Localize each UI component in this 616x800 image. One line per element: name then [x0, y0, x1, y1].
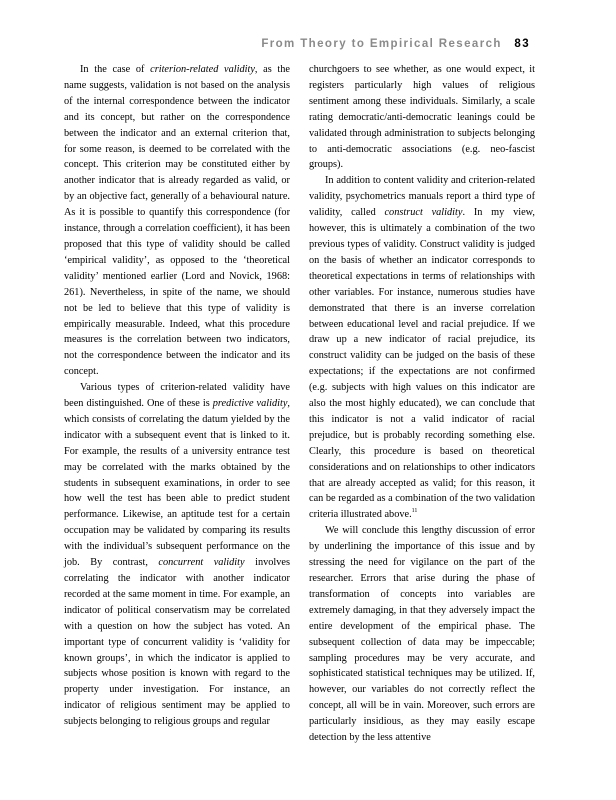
- paragraph-conclusion: We will conclude this lengthy discussion of error by underlining the importance of this issue and by stressing the need for vigilance on the part of the researcher. Errors that arise during the phase of transformation of concepts into variables are extremely damaging, in that they adversely impact the entire development of the empirical phase. The subsequent collection of data may be impeccable; sampling procedures may be very accurate, and sophisticated statistical techniques may be utilized. If, however, our variables do not correctly reflect the concept, all will be in vain. Moreover, such errors are particularly insidious, as they may easily escape detection by the less attentive: [309, 525, 535, 744]
- page-number: 83: [514, 38, 530, 50]
- text-run: involves correlating the indicator with another indicator recorded at the same moment in time. For example, an indicator of political conservatism may be correlated with a question on how the subject has voted. An important type of concurrent validity is ‘validity for known groups’, in which the indicator is applied to subjects whose position is known with regard to the property under investigation. For instance, an indicator of religious sentiment may be applied to subjects belonging to religious groups and regular: [64, 557, 291, 728]
- term-predictive-validity: predictive validity: [212, 398, 288, 410]
- text-run: , which consists of correlating the datum yielded by the indicator with a subsequent event that is linked to it. For example, the results of a university entrance test may be correlated with the marks obtained by the students in subsequent examinations, in order to see how well the test has been able to predict student performance. Likewise, an aptitude test for a certain occupation may be validated by comparing its results with the individual’s subsequent performance on the job. By contrast,: [64, 398, 290, 569]
- text-run: In addition to content validity and criterion-related validity, psychometrics manuals report a third type of validity, called: [309, 175, 535, 219]
- footnote-marker: 11: [411, 508, 418, 515]
- paragraph-validity-types: [64, 380, 290, 730]
- right-column: [309, 62, 535, 746]
- term-concurrent-validity: concurrent validity: [158, 557, 245, 569]
- text-run: Various types of criterion-related validity have been distinguished. One of these is: [64, 382, 290, 410]
- paragraph-construct-validity: [309, 173, 535, 523]
- running-header: [261, 38, 530, 50]
- text-run: In the case of: [80, 64, 151, 75]
- text-run: . In my view, however, this is ultimately a combination of the two previous types of validity. Construct validity is judged on the basis of whether an indicator corresponds to theoretical expectations in terms of relationships with other variables. For instance, numerous studies have demonstrated that there is an inverse correlation between educational level and racial prejudice. If we draw up a new indicator of racial prejudice, its construct validity can be judged on the basis of these expectations; if the expectations are not confirmed (e.g. subjects with high values on this indicator are also the most highly educated), we can conclude that this indicator is not a valid indicator of racial prejudice, but is probably recording something else. Clearly, this procedure is based on theoretical considerations and on relationships to other indicators that are already accepted as valid; for this reason, it can be regarded as a combination of the two validation criteria illustrated above.: [309, 207, 536, 521]
- running-title: From Theory to Empirical Research: [261, 38, 502, 50]
- term-criterion-related-validity: criterion-related validity: [150, 64, 255, 75]
- term-construct-validity: construct validity: [384, 207, 463, 219]
- text-run: , as the name suggests, validation is not based on the analysis of the internal correspondence between the indicator and its concept, but rather on the correspondence between the indicator and an external criterion that, for some reason, is deemed to be correlated with the concept. This criterion may be constituted either by another indicator that is already regarded as valid, or by an objective fact, generally of a behavioural nature. As it is possible to quantify this correspondence (for instance, through a correlation coefficient), it has been proposed that this type of validity should be called ‘empirical validity’, as opposed to the ‘theoretical validity’ mentioned earlier (Lord and Novick, 1968: 261). Nevertheless, in spite of the name, we should not be led to believe that this type of validity is empirically measurable. Indeed, what this procedure measures is the correlation between two indicators, not the correspondence between the indicator and its concept.: [64, 64, 290, 378]
- paragraph-continuation: churchgoers to see whether, as one would expect, it registers particularly high values of religious sentiment among these individuals. Similarly, a scale rating democratic/anti-democratic leanings could be validated through administration to subjects belonging to anti-democratic associations (e.g. neo-fascist groups).: [309, 64, 535, 171]
- paragraph-criterion-validity: [64, 62, 290, 380]
- left-column: [64, 62, 290, 730]
